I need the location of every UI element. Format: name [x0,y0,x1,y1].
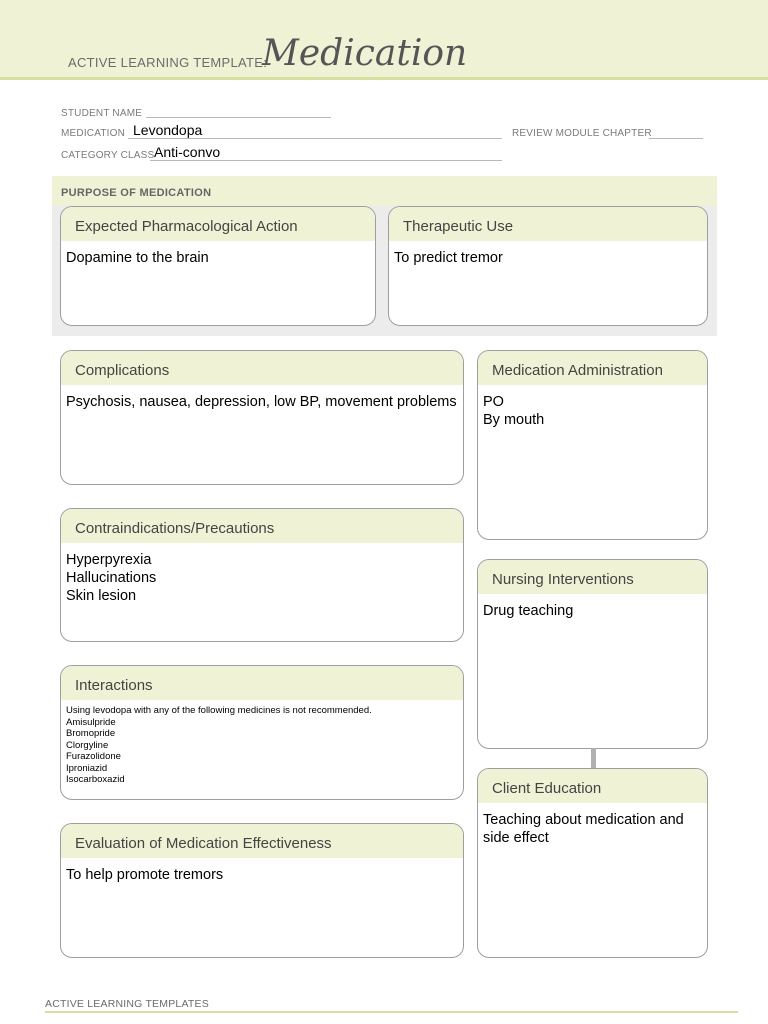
expected-action-title: Expected Pharmacological Action [61,207,375,241]
student-name-label: STUDENT NAME [61,108,143,119]
contraindications-text[interactable]: Hyperpyrexia Hallucinations Skin lesion [66,552,157,604]
medication-value: Levondopa [133,122,203,138]
page-title: Medication [262,33,468,74]
category-class-label: CATEGORY CLASS [61,150,155,161]
interactions-text[interactable]: Using levodopa with any of the following medicines is not recommended. Amisulpride Bromopride Clorgyline Furazolidone Iproniazid Isocarboxazid [66,705,372,785]
footer-text: ACTIVE LEARNING TEMPLATES [45,998,209,1010]
student-name-field[interactable] [146,104,331,118]
interactions-box [60,665,464,800]
connector-line [591,748,596,769]
medication-administration-text[interactable]: PO By mouth [483,394,545,428]
medication-administration-box [477,350,708,540]
therapeutic-use-title: Therapeutic Use [389,207,707,241]
therapeutic-use-text[interactable]: To predict tremor [394,250,503,266]
complications-box [60,350,464,485]
complications-text[interactable]: Psychosis, nausea, depression, low BP, movement problems [66,394,457,410]
contraindications-box [60,508,464,642]
medication-label: MEDICATION [61,128,126,139]
footer-divider [45,1011,738,1013]
contraindications-title: Contraindications/Precautions [61,509,463,543]
expected-action-box [60,206,376,326]
medication-administration-title: Medication Administration [478,351,707,385]
client-education-title: Client Education [478,769,707,803]
client-education-box [477,768,708,958]
review-module-field[interactable] [649,124,703,139]
evaluation-title: Evaluation of Medication Effectiveness [61,824,463,858]
complications-title: Complications [61,351,463,385]
expected-action-text[interactable]: Dopamine to the brain [66,250,209,266]
nursing-interventions-box [477,559,708,749]
evaluation-text[interactable]: To help promote tremors [66,867,224,883]
nursing-interventions-title: Nursing Interventions [478,560,707,594]
category-class-value: Anti-convo [154,144,221,160]
template-prefix: ACTIVE LEARNING TEMPLATE: [68,55,268,70]
review-module-label: REVIEW MODULE CHAPTER [512,128,652,139]
nursing-interventions-text[interactable]: Drug teaching [483,603,574,619]
evaluation-box [60,823,464,958]
therapeutic-use-box [388,206,708,326]
purpose-label: PURPOSE OF MEDICATION [61,187,212,199]
client-education-text[interactable]: Teaching about medication and side effect [483,812,684,846]
interactions-title: Interactions [61,666,463,700]
